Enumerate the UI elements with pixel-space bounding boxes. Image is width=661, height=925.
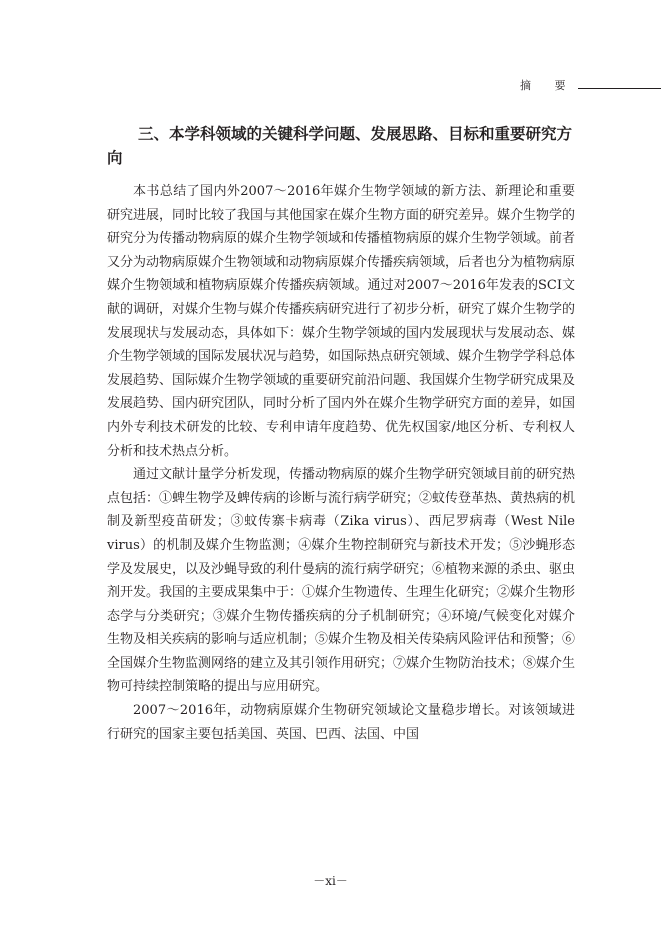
section-title: 三、本学科领域的关键科学问题、发展思路、目标和重要研究方向 bbox=[107, 125, 573, 167]
running-head: 摘 要 bbox=[520, 79, 576, 92]
page-number: －xi－ bbox=[313, 874, 348, 888]
paragraph: 2007～2016年，动物病原媒介生物研究领域论文量稳步增长。对该领域进行研究的国家主要包括美国、英国、巴西、法国、中国 bbox=[107, 703, 575, 742]
paragraph: 通过文献计量学分析发现，传播动物病原的媒介生物学研究领域目前的研究热点包括：①蜱生物学及蜱传病的诊断与流行病学研究；②蚊传登革热、黄热病的机制及新型疫苗研发；③蚊传寨卡病毒（Zika virus）、西尼罗病毒（West Nile virus）的机制及媒介生物监测；④媒介生物控制研究与新技术开发；⑤沙蝇形态学及发展史，以及沙蝇导致的利什曼病的流行病学研究；⑥植物来源的杀虫、驱虫剂开发。我国的主要成果集中于：①媒介生物遗传、生理生化研究；②媒介生物形态学与分类研究；③媒介生物传播疾病的分子机制研究；④环境/气候变化对媒介生物及相关疾病的影响与适应机制；⑤媒介生物及相关传染病风险评估和预警；⑥全国媒介生物监测网络的建立及其引领作用研究；⑦媒介生物防治技术；⑧媒介生物可持续控制策略的提出与应用研究。 bbox=[107, 467, 576, 695]
header-rule bbox=[578, 88, 661, 89]
paragraph: 本书总结了国内外2007～2016年媒介生物学领域的新方法、新理论和重要研究进展，同时比较了我国与其他国家在媒介生物方面的研究差异。媒介生物学的研究分为传播动物病原的媒介生物学领域和传播植物病原的媒介生物学领域。前者又分为动物病原媒介生物领域和动物病原媒介传播疾病领域，后者也分为植物病原媒介生物领域和植物病原媒介传播疾病领域。通过对2007～2016年发表的SCI文献的调研，对媒介生物与媒介传播疾病研究进行了初步分析，研究了媒介生物学的发展现状与发展动态，具体如下：媒介生物学领域的国内发展现状与发展动态、媒介生物学领域的国际发展状况与趋势，如国际热点研究领域、媒介生物学学科总体发展趋势、国际媒介生物学领域的重要研究前沿问题、我国媒介生物学研究成果及发展趋势、国内研究团队，同时分析了国内外在媒介生物学研究方面的差异，如国内外专利技术研发的比较、专利申请年度趋势、优先权国家/地区分析、专利权人分析和技术热点分析。 bbox=[107, 184, 576, 459]
body-text bbox=[107, 180, 575, 746]
